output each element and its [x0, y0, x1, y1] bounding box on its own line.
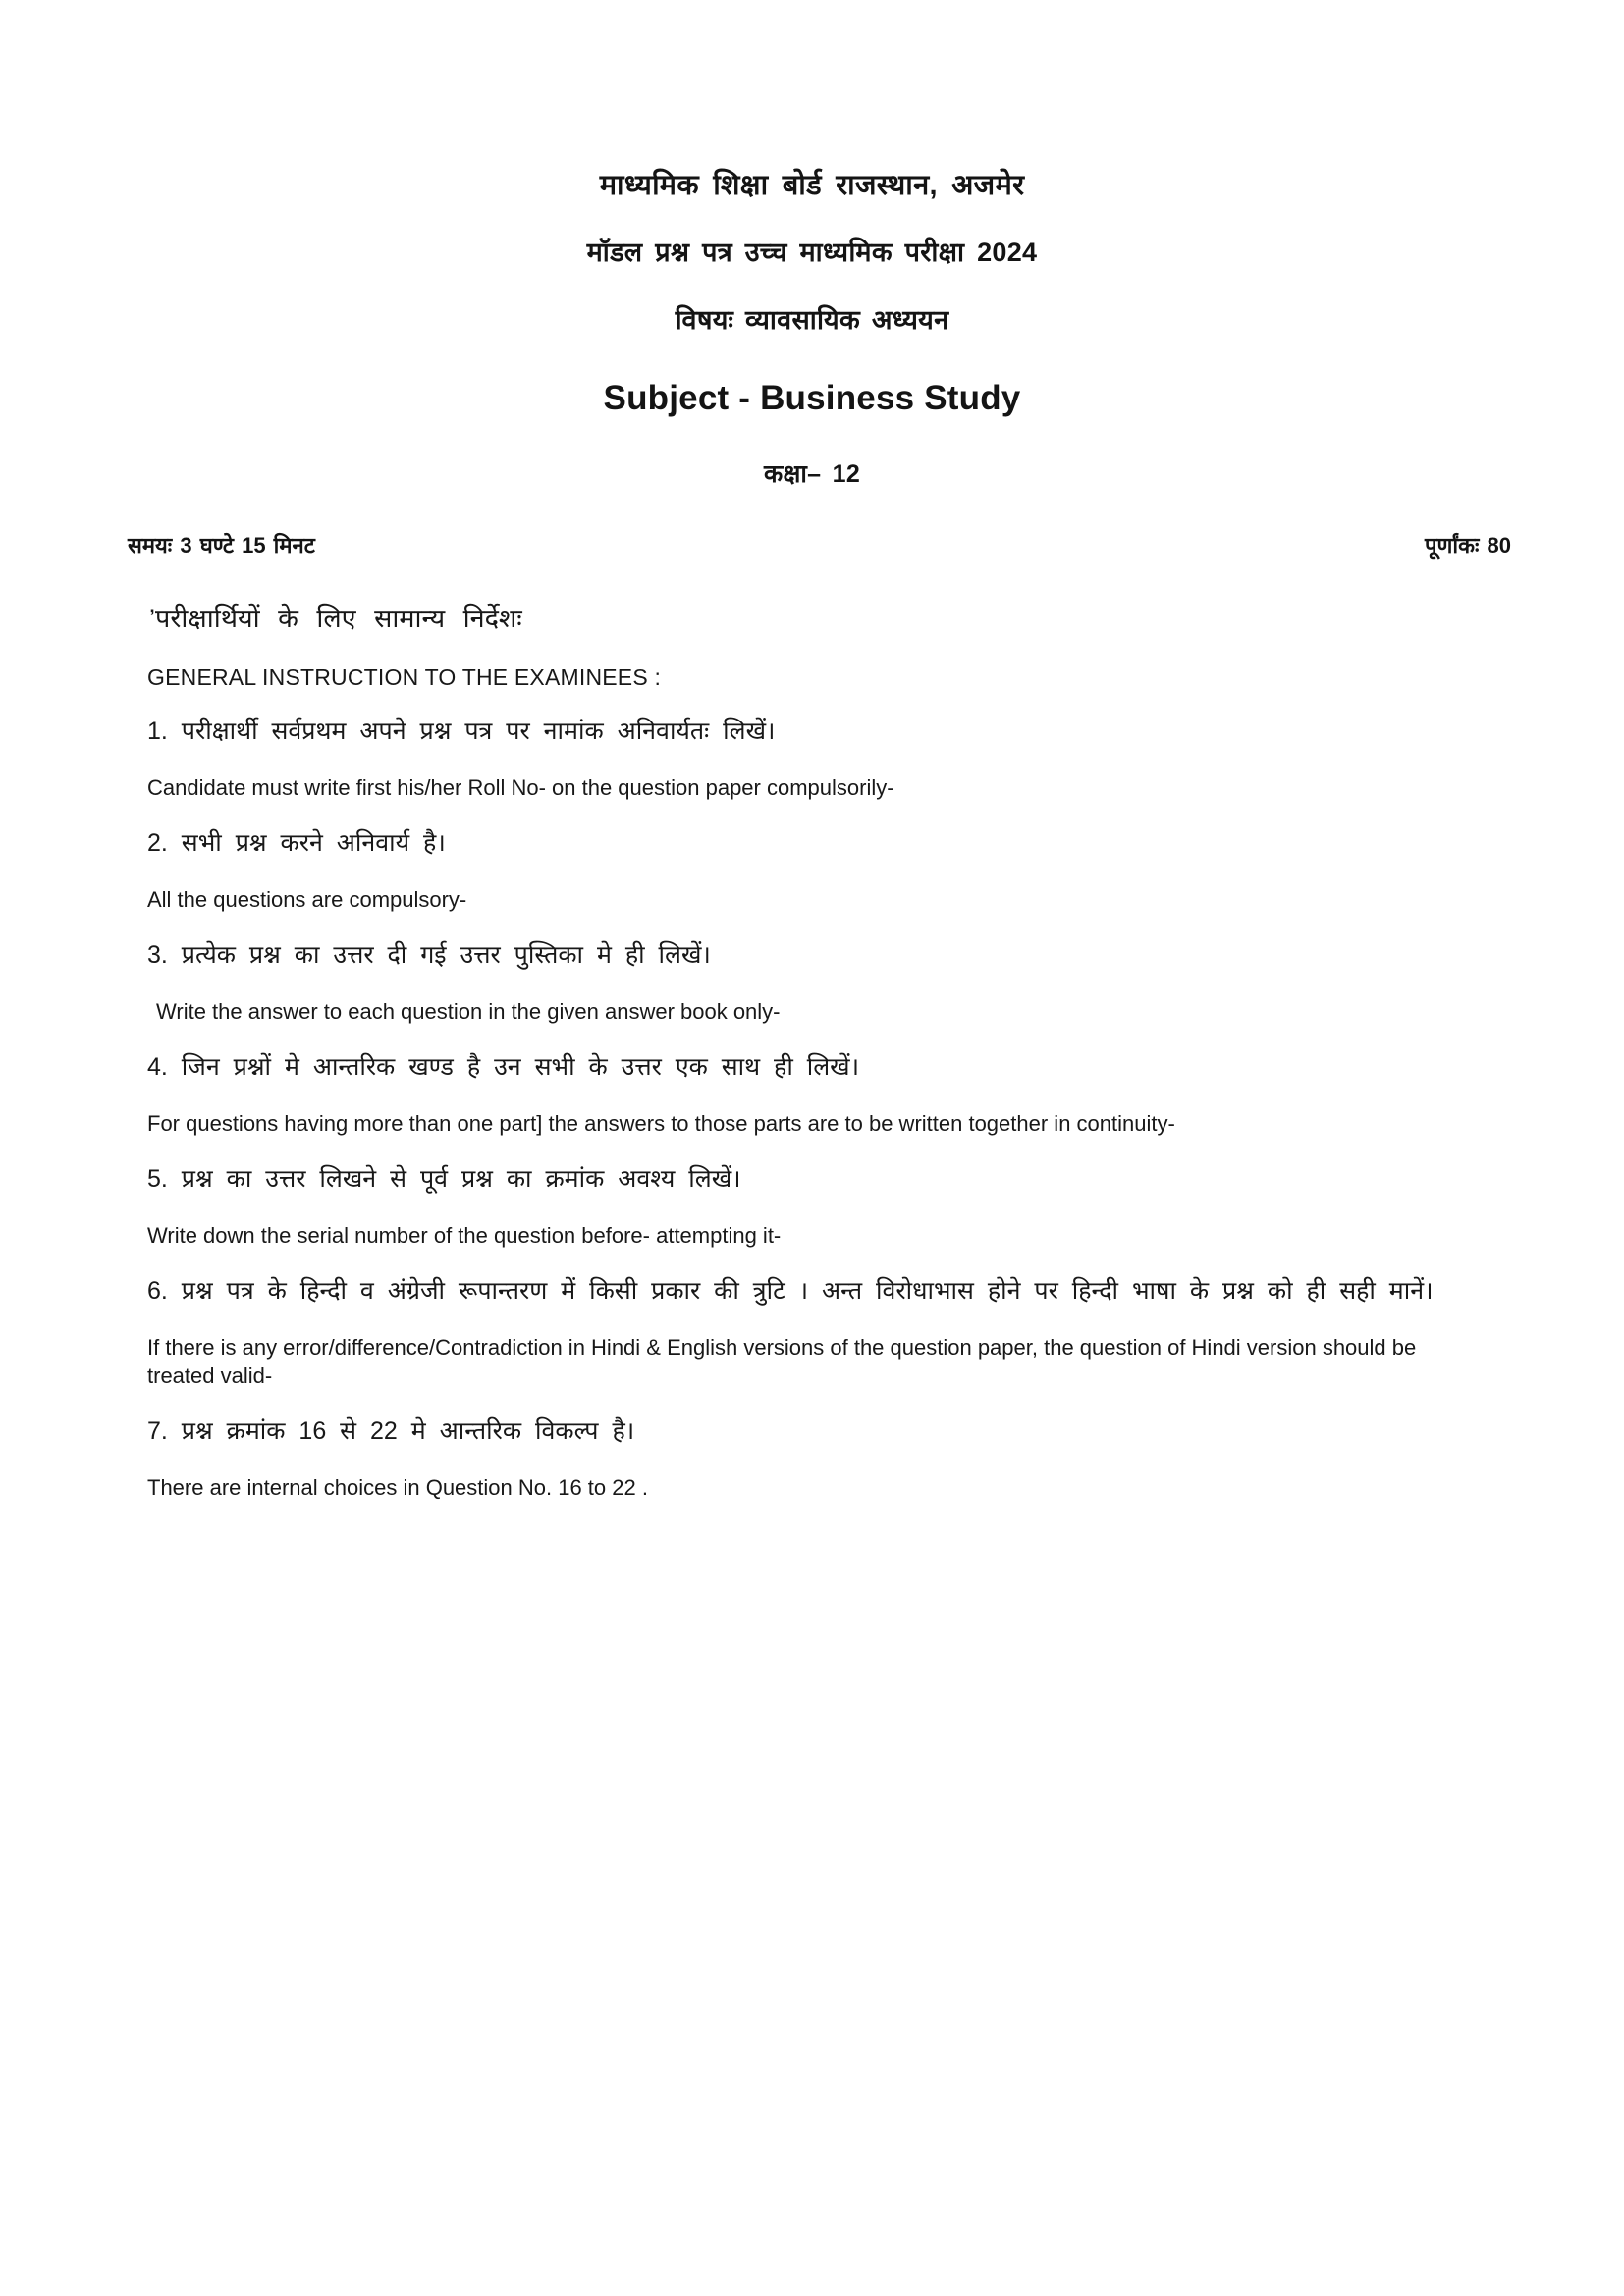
board-name: माध्यमिक शिक्षा बोर्ड राजस्थान, अजमेर	[599, 170, 1025, 201]
instruction-5-hindi: 5. प्रश्न का उत्तर लिखने से पूर्व प्रश्न का क्रमांक अवश्य लिखें।	[147, 1165, 741, 1194]
exam-duration: समयः 3 घण्टे 15 मिनट	[128, 533, 315, 558]
instruction-4-hindi: 4. जिन प्रश्नों मे आन्तरिक खण्ड है उन सभी के उत्तर एक साथ ही लिखें।	[147, 1053, 860, 1082]
instruction-2-english: All the questions are compulsory-	[147, 887, 467, 913]
instruction-3-english: Write the answer to each question in the given answer book only-	[156, 999, 781, 1025]
instruction-7-english: There are internal choices in Question No. 16 to 22 .	[147, 1475, 648, 1501]
instruction-6-english: If there is any error/difference/Contradiction in Hindi & English versions of the question paper, the question of Hindi version should be treated valid-	[147, 1335, 1417, 1389]
instructions-title-hindi: ’परीक्षार्थियों के लिए सामान्य निर्देशः	[149, 604, 522, 633]
paper-title: मॉडल प्रश्न पत्र उच्च माध्यमिक परीक्षा 2024	[586, 238, 1038, 267]
instruction-5-english: Write down the serial number of the question before- attempting it-	[147, 1223, 782, 1249]
instruction-1-hindi: 1. परीक्षार्थी सर्वप्रथम अपने प्रश्न पत्र पर नामांक अनिवार्यतः लिखें।	[147, 717, 776, 745]
subject-hindi: विषयः व्यावसायिक अध्ययन	[675, 305, 949, 335]
instruction-1-english: Candidate must write first his/her Roll No- on the question paper compulsorily-	[147, 774, 894, 800]
instruction-6-hindi: 6. प्रश्न पत्र के हिन्दी व अंग्रेजी रूपान्तरण में किसी प्रकार की त्रुटि । अन्त विरोधाभास होने पर हिन्दी भाषा के प्रश्न को ही सही मानें।	[147, 1277, 1434, 1306]
instructions-block	[0, 560, 1624, 1502]
instruction-2-hindi: 2. सभी प्रश्न करने अनिवार्य है।	[147, 829, 446, 858]
exam-max-marks: पूर्णांकः 80	[1424, 533, 1511, 558]
exam-meta-row	[0, 487, 1624, 560]
instructions-title-english: GENERAL INSTRUCTION TO THE EXAMINEES :	[147, 664, 662, 690]
subject-english: Subject - Business Study	[603, 379, 1021, 417]
instruction-3-hindi: 3. प्रत्येक प्रश्न का उत्तर दी गई उत्तर पुस्तिका मे ही लिखें।	[147, 941, 711, 970]
instruction-7-hindi: 7. प्रश्न क्रमांक 16 से 22 मे आन्तरिक विकल्प है।	[147, 1417, 635, 1446]
instruction-4-english: For questions having more than one part] the answers to those parts are to be written together in continuity-	[147, 1111, 1175, 1137]
class-label: कक्षा– 12	[763, 460, 861, 488]
paper-header	[0, 0, 1624, 487]
